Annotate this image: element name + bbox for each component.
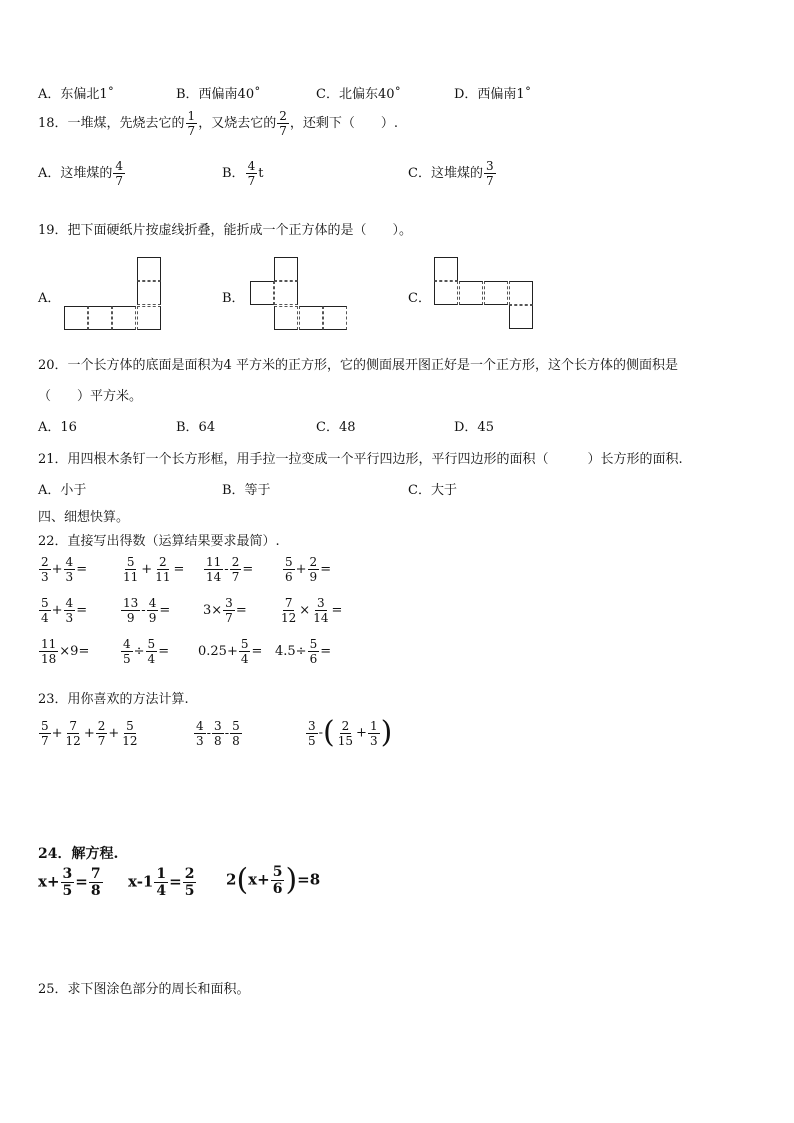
q20-stem-line2: （ ）平方米。 xyxy=(38,389,143,404)
q17-option-a: A．东偏北1˚ xyxy=(38,87,115,102)
q20-option-d: D．45 xyxy=(454,420,494,435)
q18-option-a: A．这堆煤的 $\frac{4}{7}$ xyxy=(38,159,124,188)
q19-label-c: C． xyxy=(408,291,431,306)
q18-option-c: C．这堆煤的 $\frac{3}{7}$ xyxy=(408,159,494,188)
q22-r1-a: $\frac{2}{3}$ + $\frac{4}{3}$ = xyxy=(41,555,88,584)
q23-expr-1: $\frac{5}{7}$ + $\frac{7}{12}$ + $\frac{2}{7}$ + $\frac{5}{12}$ xyxy=(41,719,138,748)
q22-r3-a: $\frac{11}{18}$ ×9= xyxy=(41,637,90,666)
q24-equation-2: x-1 $\frac{1}{4}$ = $\frac{2}{5}$ xyxy=(128,866,195,899)
q17-option-d: D．西偏南1˚ xyxy=(454,87,532,102)
q21-option-a: A．小于 xyxy=(38,483,87,498)
q23-expr-2: $\frac{4}{3}$ - $\frac{3}{8}$ - $\frac{5}{8}$ xyxy=(196,719,240,748)
q18-option-b: B． $\frac{4}{7}$ t xyxy=(222,159,264,188)
q19-label-b: B． xyxy=(222,291,245,306)
q21-option-b: B．等于 xyxy=(222,483,271,498)
q21-stem: 21．用四根木条钉一个长方形框，用手拉一拉变成一个平行四边形，平行四边形的面积（ ）长方形的面积. xyxy=(38,452,683,467)
q24-stem: 24．解方程. xyxy=(38,846,119,862)
q17-option-c: C．北偏东40˚ xyxy=(316,87,401,102)
q22-r3-d: 4.5÷ $\frac{5}{6}$ = xyxy=(275,637,332,666)
q24-equation-1: x+ $\frac{3}{5}$ = $\frac{7}{8}$ xyxy=(38,866,101,899)
q20-option-b: B．64 xyxy=(176,420,216,435)
q22-r2-c: 3× $\frac{3}{7}$ = xyxy=(203,596,247,625)
q22-r3-c: 0.25+ $\frac{5}{4}$ = xyxy=(198,637,263,666)
q25-stem: 25．求下图涂色部分的周长和面积。 xyxy=(38,982,250,997)
q20-stem-line1: 20．一个长方体的底面是面积为4 平方米的正方形，它的侧面展开图正好是一个正方形，这个长方体的侧面积是 xyxy=(38,358,678,373)
q22-r2-d: $\frac{7}{12}$ × $\frac{3}{14}$ = xyxy=(281,596,343,625)
q24-equation-3: 2(x+ $\frac{5}{6}$ )=8 xyxy=(226,862,321,898)
q20-option-a: A．16 xyxy=(38,420,77,435)
section-four-heading: 四、细想快算。 xyxy=(38,510,130,525)
q23-expr-3: $\frac{3}{5}$ -( $\frac{2}{15}$ + $\frac{1}{3}$ ) xyxy=(308,715,393,750)
q18-stem: 18．一堆煤，先烧去它的 $\frac{1}{7}$ ，又烧去它的 $\frac{2}{7}$ ，还剩下（ ）. xyxy=(38,109,398,138)
q22-r1-c: $\frac{11}{14}$ - $\frac{2}{7}$ = xyxy=(206,555,254,584)
q22-r2-a: $\frac{5}{4}$ + $\frac{4}{3}$ = xyxy=(41,596,88,625)
q22-stem: 22．直接写出得数（运算结果要求最简）. xyxy=(38,534,280,549)
q23-stem: 23．用你喜欢的方法计算. xyxy=(38,692,189,707)
q19-stem: 19．把下面硬纸片按虚线折叠，能折成一个正方体的是（ ）。 xyxy=(38,223,413,238)
q22-r1-b: $\frac{5}{11}$ + $\frac{2}{11}$ = xyxy=(123,555,185,584)
q21-option-c: C．大于 xyxy=(408,483,457,498)
q22-r1-d: $\frac{5}{6}$ + $\frac{2}{9}$ = xyxy=(285,555,332,584)
q17-option-b: B．西偏南40˚ xyxy=(176,87,261,102)
q19-label-a: A． xyxy=(38,291,61,306)
q22-r3-b: $\frac{4}{5}$ ÷ $\frac{5}{4}$ = xyxy=(123,637,170,666)
q22-r2-b: $\frac{13}{9}$ - $\frac{4}{9}$ = xyxy=(123,596,171,625)
q20-option-c: C．48 xyxy=(316,420,356,435)
